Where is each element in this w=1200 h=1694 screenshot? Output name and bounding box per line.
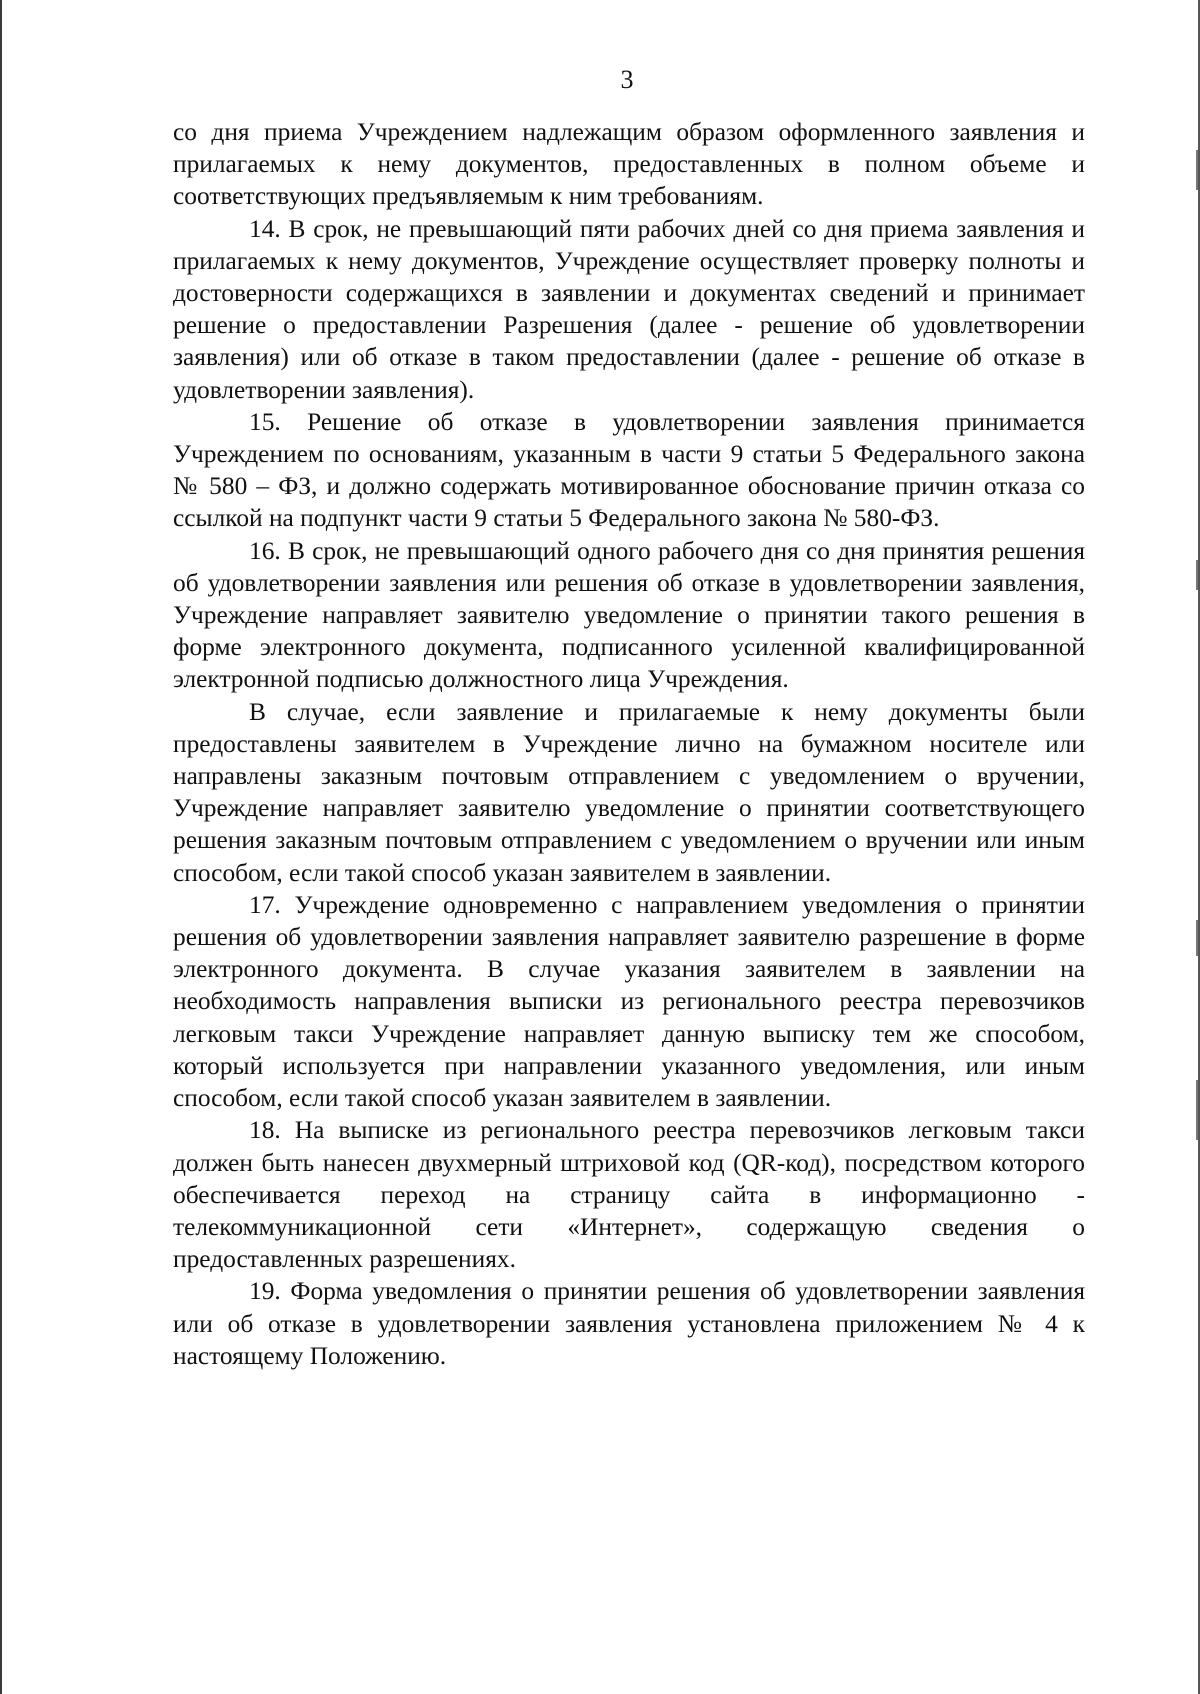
paragraph-16-notification: В случае, если заявление и прилагаемые к нему документы были предоставлены заявителем в Учреждение лично на бумажном носителе или направлены заказным почтовым отправлением с уведомлением о вручении, Учреждение направляет заявителю уведомление о принятии соответствующего решения заказным почтовым отправлением с уведомлением о вручении или иным способом, если такой способ указан заявителем в заявлении. xyxy=(173,697,1085,887)
paragraph-15: 15. Решение об отказе в удовлетворении заявления принимается Учреждением по основаниям, указанным в части 9 статьи 5 Федерального закона № 580 – ФЗ, и должно содержать мотивированное обоснование причин отказа со ссылкой на подпункт части 9 статьи 5 Федерального закона № 580-ФЗ. xyxy=(173,407,1085,533)
scan-mark xyxy=(1196,1080,1198,1140)
scan-mark xyxy=(1196,560,1198,590)
paragraph-17: 17. Учреждение одновременно с направлением уведомления о принятии решения об удовлетворении заявления направляет заявителю разрешение в форме электронного документа. В случае указания заявителем в заявлении на необходимость направления выписки из регионального реестра перевозчиков легковым такси Учреждение направляет данную выписку тем же способом, который используется при направлении указанного уведомления, или иным способом, если такой способ указан заявителем в заявлении. xyxy=(173,890,1085,1113)
scan-mark xyxy=(1196,150,1198,190)
paragraph-16: 16. В срок, не превышающий одного рабочего дня со дня принятия решения об удовлетворении заявления или решения об отказе в удовлетворении заявления, Учреждение направляет заявителю уведомление о принятии такого решения в форме электронного документа, подписанного усиленной квалифицированной электронной подписью должностного лица Учреждения. xyxy=(173,536,1085,694)
paragraph-19: 19. Форма уведомления о принятии решения об удовлетворении заявления или об отказе в удовлетворении заявления установлена приложением № 4 к настоящему Положению. xyxy=(173,1277,1085,1370)
page-number: 3 xyxy=(620,65,634,94)
paragraph-14: 14. В срок, не превышающий пяти рабочих дней со дня приема заявления и прилагаемых к нему документов, Учреждение осуществляет проверку полноты и достоверности содержащихся в заявлении и документах сведений и принимает решение о предоставлении Разрешения (далее - решение об удовлетворении заявления) или об отказе в таком предоставлении (далее - решение об отказе в удовлетворении заявления). xyxy=(173,214,1085,404)
paragraph-continuation: со дня приема Учреждением надлежащим образом оформленного заявления и прилагаемых к нему документов, предоставленных в полном объеме и соответствующих предъявляемым к ним требованиям. xyxy=(173,118,1085,211)
scan-edge-left xyxy=(0,0,2,1694)
scan-mark xyxy=(1196,920,1198,956)
document-body xyxy=(173,116,1085,1372)
paragraph-18: 18. На выписке из регионального реестра перевозчиков легковым такси должен быть нанесен двухмерный штриховой код (QR-код), посредством которого обеспечивается переход на страницу сайта в информационно - телекоммуникационной сети «Интернет», содержащую сведения о предоставленных разрешениях. xyxy=(173,1116,1085,1274)
